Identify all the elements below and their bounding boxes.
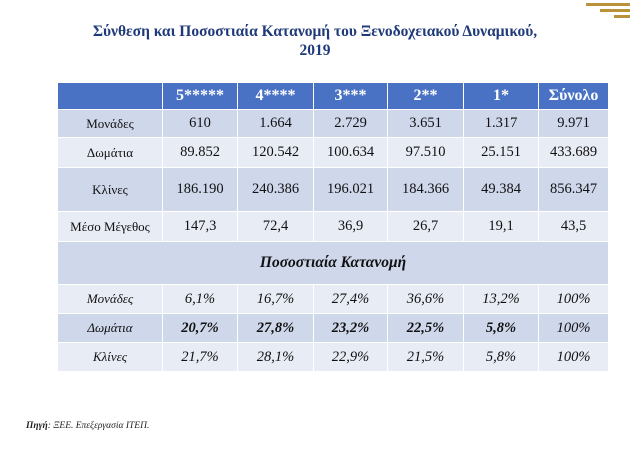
row-label: Μέσο Μέγεθος [58,212,163,242]
table-cell: 610 [163,110,238,138]
column-header: 3*** [314,83,388,110]
percentage-section-header [58,242,609,285]
row-label: Μονάδες [58,110,163,138]
table-cell: 28,1% [238,343,314,372]
table-cell: 97.510 [388,138,464,168]
source-label: Πηγή [26,421,48,431]
row-label: Δωμάτια [58,314,163,343]
table-row-units [58,110,609,138]
table-cell: 21,5% [388,343,464,372]
header-empty [58,83,163,110]
table-cell: 49.384 [464,168,539,212]
column-header: 1* [464,83,539,110]
hotel-capacity-table [58,83,609,372]
table-cell: 5,8% [464,343,539,372]
row-label: Μονάδες [58,285,163,314]
table-row-avg-size [58,212,609,242]
table-cell: 22,5% [388,314,464,343]
title-line-1: Σύνθεση και Ποσοστιαία Κατανομή του Ξενοδοχειακού Δυναμικού, [92,23,538,40]
table-cell: 2.729 [314,110,388,138]
table-cell: 36,9 [314,212,388,242]
table-cell: 27,4% [314,285,388,314]
table-cell: 120.542 [238,138,314,168]
table-cell: 16,7% [238,285,314,314]
table-cell: 19,1 [464,212,539,242]
table-cell: 20,7% [163,314,238,343]
table-cell: 9.971 [539,110,609,138]
row-label: Δωμάτια [58,138,163,168]
table-cell: 13,2% [464,285,539,314]
percentage-title: Ποσοστιαία Κατανομή [58,242,609,285]
table-cell: 36,6% [388,285,464,314]
column-header: 4**** [238,83,314,110]
table-cell: 147,3 [163,212,238,242]
table-cell: 100% [539,285,609,314]
column-header-total: Σύνολο [539,83,609,110]
table-cell: 433.689 [539,138,609,168]
table-cell: 186.190 [163,168,238,212]
page-title [0,22,630,60]
table-cell: 43,5 [539,212,609,242]
table-cell: 240.386 [238,168,314,212]
column-header: 5***** [163,83,238,110]
table-cell: 26,7 [388,212,464,242]
table-cell: 72,4 [238,212,314,242]
table-row-beds-pct [58,343,609,372]
source-note [26,421,149,431]
table-cell: 89.852 [163,138,238,168]
table-row-beds [58,168,609,212]
table-row-rooms [58,138,609,168]
table-cell: 856.347 [539,168,609,212]
row-label: Κλίνες [58,343,163,372]
source-text: : ΞΕΕ. Επεξεργασία ΙΤΕΠ. [47,421,150,431]
table-cell: 23,2% [314,314,388,343]
table-row-rooms-pct [58,314,609,343]
table-cell: 5,8% [464,314,539,343]
table-cell: 1.664 [238,110,314,138]
table-cell: 25.151 [464,138,539,168]
table-cell: 6,1% [163,285,238,314]
header-row [58,83,609,110]
table-cell: 100% [539,314,609,343]
title-line-2: 2019 [299,42,331,59]
table-cell: 100% [539,343,609,372]
table-row-units-pct [58,285,609,314]
table-cell: 21,7% [163,343,238,372]
table-cell: 184.366 [388,168,464,212]
table-cell: 196.021 [314,168,388,212]
table-cell: 3.651 [388,110,464,138]
table-cell: 22,9% [314,343,388,372]
table-cell: 1.317 [464,110,539,138]
table-cell: 27,8% [238,314,314,343]
row-label: Κλίνες [58,168,163,212]
table-cell: 100.634 [314,138,388,168]
column-header: 2** [388,83,464,110]
